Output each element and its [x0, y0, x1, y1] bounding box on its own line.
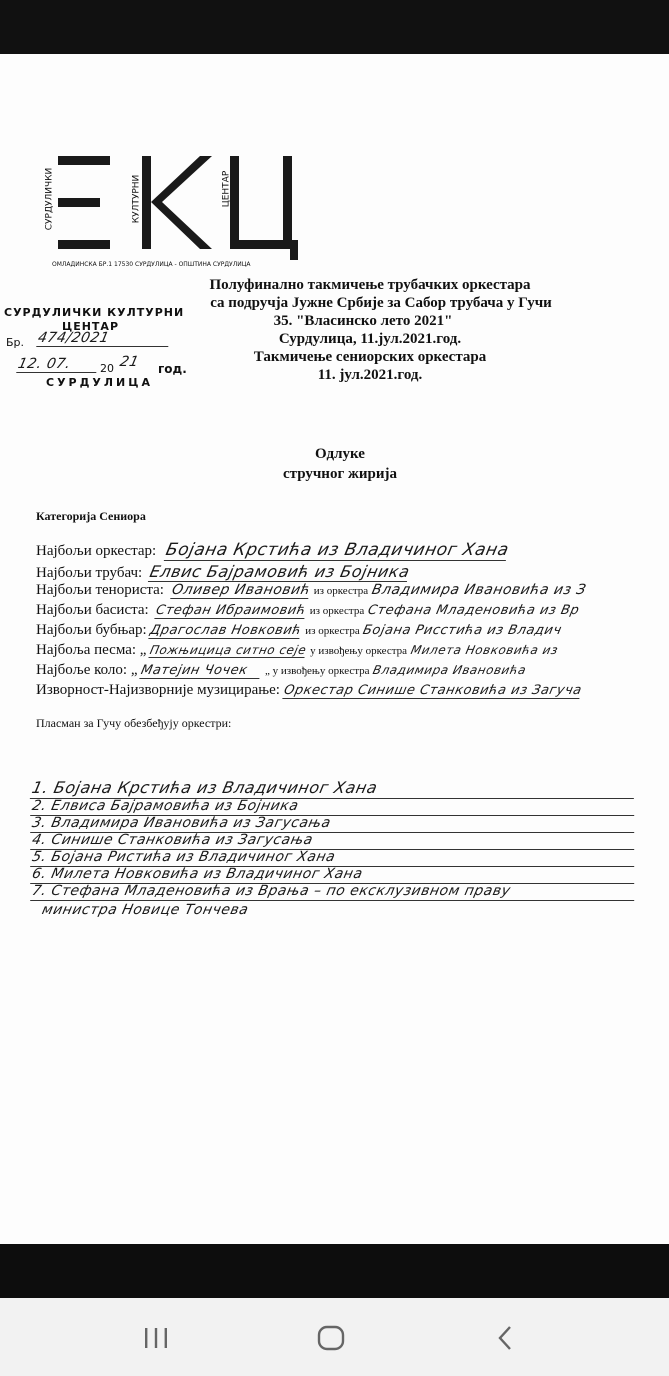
stamp-line1: СУРДУЛИЧКИ КУЛТУРНИ [4, 306, 185, 319]
award-row [36, 582, 586, 599]
award-value2: Бојана Рисстића из Владич [361, 623, 564, 638]
document-header [100, 276, 640, 384]
award-value: Пожњицица ситно сеје [148, 643, 308, 657]
award-label: Најбоље коло: „ [36, 662, 138, 678]
award-label: Најбоља песма: „ [36, 642, 147, 658]
placement-item: 6. Милета Новковића из Владичиног Хана [30, 866, 638, 884]
stamp-br-value: 474/2021 [36, 330, 172, 347]
logo-address: ОМЛАДИНСКА БР.1 17530 СУРДУЛИЦА - ОПШТИНА СУРДУЛИЦА [52, 261, 251, 268]
award-row [36, 682, 581, 699]
award-value: Оркестар Синише Станковића из Загуча [282, 683, 583, 698]
header-line2: са подручја Јужне Србије за Сабор трубача у Гучи [210, 295, 552, 311]
award-row [36, 602, 579, 619]
category-label: Категорија Сениора [36, 509, 146, 523]
award-row [36, 622, 562, 639]
award-value2: Владимира Ивановића [371, 663, 528, 677]
home-icon [317, 1325, 345, 1351]
award-mid: из оркестра [313, 585, 369, 597]
award-row [36, 540, 511, 561]
award-label: Изворност-Најизворније музицирање: [36, 682, 280, 698]
award-value: Матејин Чочек [140, 663, 263, 679]
award-value: Драгослав Новковић [148, 623, 304, 638]
placement-item-continued: министра Новице Тончева [40, 902, 251, 918]
placement-item: 5. Бојана Ристића из Владичиног Хана [30, 849, 638, 867]
logo-word-2: КУЛТУРНИ [131, 174, 142, 224]
award-label: Најбољи басиста: [36, 602, 149, 618]
award-mid: из оркестра [309, 605, 365, 617]
back-icon [495, 1325, 515, 1351]
award-value2: Владимира Ивановића из З [370, 582, 588, 598]
back-button[interactable] [485, 1318, 525, 1358]
award-value: Стефан Ибраимовић [154, 603, 308, 618]
stamp-date: 12. 07. [16, 356, 100, 373]
stamp-br-label: Бр. [6, 336, 25, 349]
award-mid: у извођењу оркестра [310, 645, 408, 657]
recent-apps-icon [143, 1327, 169, 1349]
placement-title: Пласман за Гучу обезбеђују оркестри: [36, 716, 232, 730]
status-bar [0, 0, 669, 54]
award-value: Бојана Крстића из Владичиног Хана [163, 540, 511, 560]
document-page [0, 54, 669, 1244]
award-label: Најбољи оркестар: [36, 543, 157, 559]
stamp-city: СУРДУЛИЦА [46, 376, 153, 389]
skc-logo-mark [40, 154, 300, 274]
decisions-title [200, 444, 480, 484]
header-line6: 11. јул.2021.год. [317, 367, 423, 383]
award-value: Оливер Ивановић [170, 582, 312, 598]
stamp-god: год. [158, 362, 187, 376]
award-row [36, 662, 526, 679]
logo-word-3: ЦЕНТАР [221, 170, 232, 208]
award-value: Елвис Бајрамовић из Бојника [148, 562, 412, 581]
header-line5: Такмичење сениорских оркестара [253, 349, 487, 365]
award-label: Најбољи тенориста: [36, 582, 164, 598]
award-mid: „ у извођењу оркестра [265, 665, 370, 677]
award-label: Најбољи трубач: [36, 565, 143, 581]
award-row [36, 562, 412, 582]
recent-apps-button[interactable] [136, 1318, 176, 1358]
decisions-title-1: Одлуке [315, 446, 365, 462]
stamp-year-hand: 21 [118, 354, 141, 370]
home-button[interactable] [311, 1318, 351, 1358]
stamp-year-prefix: 20 [100, 362, 114, 375]
award-value2: Милета Новковића из [409, 643, 560, 657]
header-line4: Сурдулица, 11.јул.2021.год. [278, 331, 462, 347]
decisions-title-2: стручног жирија [282, 466, 398, 482]
logo-word-1: СУРДУЛИЧКИ [44, 167, 55, 231]
placement-item: 4. Синише Станковића из Загусања [30, 832, 638, 850]
award-label: Најбољи бубњар: [36, 622, 147, 638]
placement-item: 7. Стефана Младеновића из Врања – по ексклузивном праву [30, 883, 638, 901]
placement-item: 3. Владимира Ивановића из Загусања [30, 815, 638, 833]
header-line3: 35. "Власинско лето 2021" [273, 313, 453, 329]
award-row [36, 642, 558, 659]
stamp-line2: ЦЕНТАР [62, 320, 120, 333]
placement-item: 2. Елвиса Бајрамовића из Бојника [30, 798, 638, 816]
placement-item: 1. Бојана Крстића из Владичиног Хана [30, 778, 638, 799]
award-value2: Стефана Младеновића из Вр [366, 603, 581, 618]
header-line1: Полуфинално такмичење трубачких оркестара [209, 277, 531, 293]
bottom-black-bar [0, 1244, 669, 1298]
navigation-bar [0, 1298, 669, 1376]
logo [40, 154, 300, 274]
award-mid: из оркестра [305, 625, 360, 637]
